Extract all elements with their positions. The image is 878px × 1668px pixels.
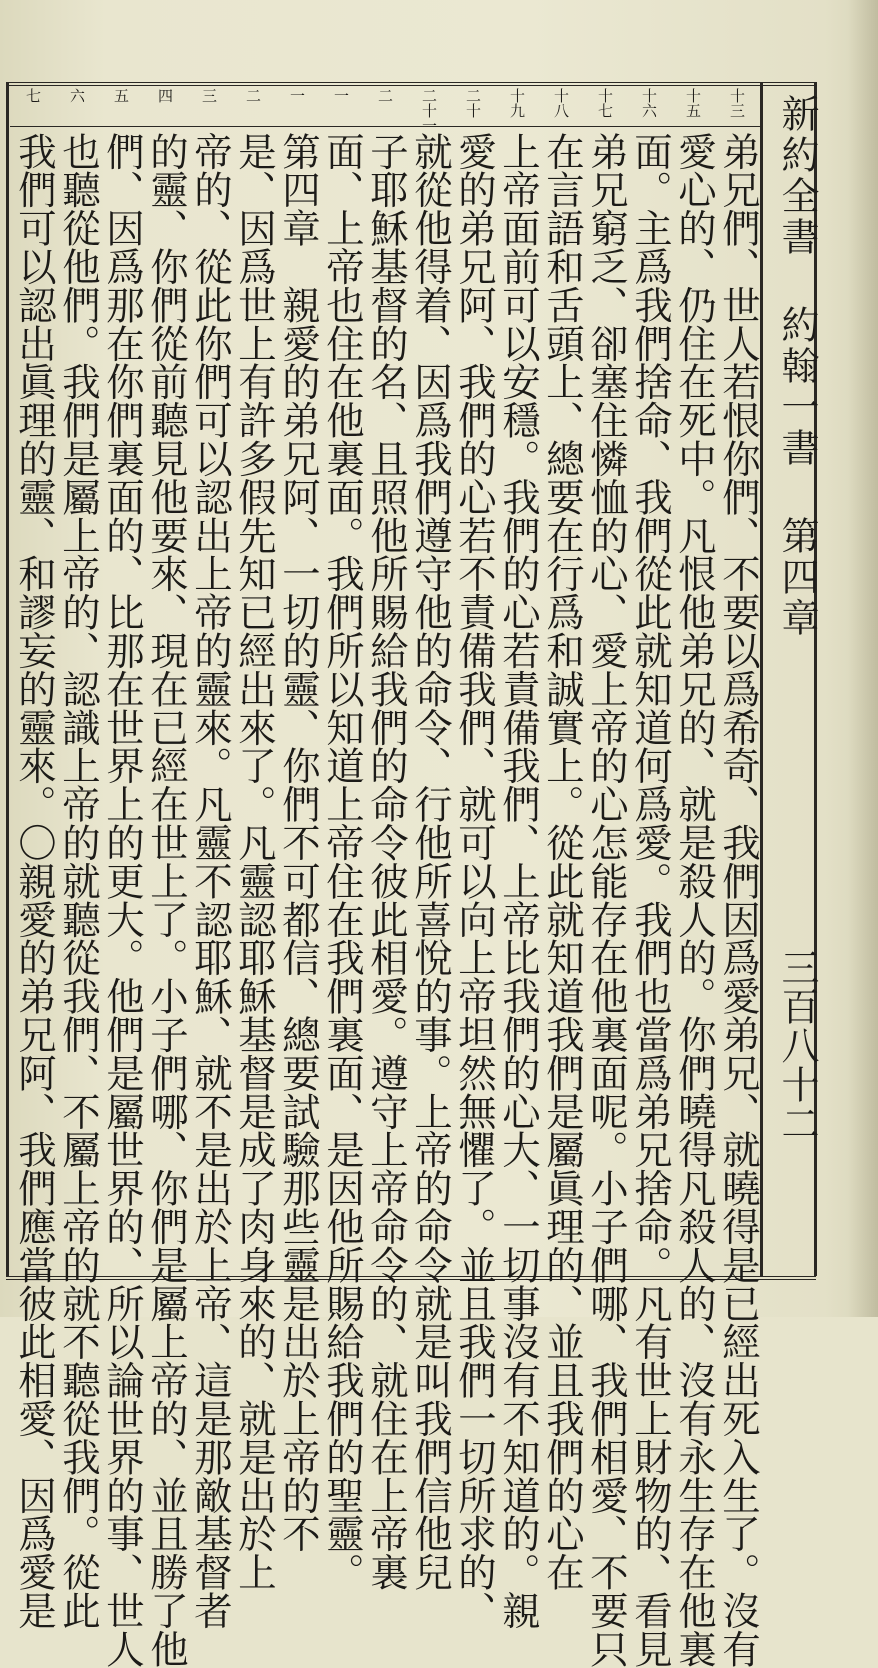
verse-number: 三 [200,88,218,103]
text-column: 是、因爲世上有許多假先知已經出來了。凡靈認耶穌基督是成了肉身來的、就是出於上 [231,132,276,1592]
verse-number: 一 [288,88,306,103]
verse-number: 二 [244,88,262,103]
verse-number: 二十 [464,88,482,118]
verse-number: 十三 [728,88,746,118]
text-column: 面。主爲我們捨命、我們從此就知道何爲愛。我們也當爲弟兄捨命。凡有世上財物的、看見 [627,132,672,1668]
verse-number: 十七 [596,88,614,118]
verse-number: 十六 [640,88,658,118]
book-title: 新約全書 約翰一書 第四章 [775,94,819,639]
verse-number: 六 [68,88,86,103]
page-number: 三百八十二 [775,948,819,1143]
verse-number-rule [10,126,762,127]
text-column: 愛心的、仍住在死中。凡恨他弟兄的、就是殺人的。你們曉得凡殺人的、沒有永生存在他裏 [671,132,716,1668]
page-edge-shadow [848,0,878,1317]
verse-number: 七 [24,88,42,103]
text-column: 愛的弟兄阿、我們的心若不責備我們、就可以向上帝坦然無懼了。並且我們一切所求的、 [451,132,496,1630]
verse-number-row [10,88,760,133]
text-column: 們、因爲那在你們裏面的、比那在世界上的更大。他們是屬世界的、所以論世界的事、世人 [99,132,144,1668]
verse-number: 十五 [684,88,702,118]
text-column: 在言語和舌頭上、總要在行爲和誠實上。從此就知道我們是屬眞理的、並且我們的心在 [539,132,584,1592]
text-column: 帝的、從此你們可以認出上帝的靈來。凡靈不認耶穌、就不是出於上帝、這是那敵基督者 [187,132,232,1630]
text-column: 我們可以認出眞理的靈、和謬妄的靈來。〇親愛的弟兄阿、我們應當彼此相愛、因爲愛是 [11,132,56,1630]
text-column: 子耶穌基督的名、且照他所賜給我們的命令彼此相愛。遵守上帝命令的、就住在上帝裏 [363,132,408,1592]
verse-number: 二 [376,88,394,103]
text-column: 就從他得着、因爲我們遵守他的命令、行他所喜悅的事。上帝的命令就是叫我們信他兒 [407,132,452,1592]
running-header [764,90,819,1265]
verse-number: 十九 [508,88,526,118]
header-divider-rule [760,82,763,1276]
text-column: 也聽從他們。我們是屬上帝的、認識上帝的就聽從我們、不屬上帝的就不聽從我們。從此 [55,132,100,1630]
text-column: 弟兄窮乏、卻塞住憐恤的心、愛上帝的心怎能存在他裏面呢。小子們哪、我們相愛、不要只 [583,132,628,1668]
text-column: 弟兄們、世人若恨你們、不要以爲希奇、我們因爲愛弟兄、就曉得是已經出死入生了。沒有 [715,132,760,1668]
text-column: 的靈、你們從前聽見他要來、現在已經在世上了。小子們哪、你們是屬上帝的、並且勝了他 [143,132,188,1668]
text-column: 面、上帝也住在他裏面。我們所以知道上帝住在我們裏面、是因他所賜給我們的聖靈。 [319,132,364,1592]
frame-left-rule [6,82,9,1276]
scripture-text [10,132,760,1668]
text-column: 第四章 親愛的弟兄阿、一切的靈、你們不可都信、總要試驗那些靈是出於上帝的不 [275,132,320,1553]
verse-number: 二十一 [420,88,438,133]
verse-number: 四 [156,88,174,103]
text-column: 上帝面前可以安穩。我們的心若責備我們、上帝比我們的心大、一切事沒有不知道的。親 [495,132,540,1630]
verse-number: 一 [332,88,350,103]
verse-number: 五 [112,88,130,103]
verse-number: 十八 [552,88,570,118]
